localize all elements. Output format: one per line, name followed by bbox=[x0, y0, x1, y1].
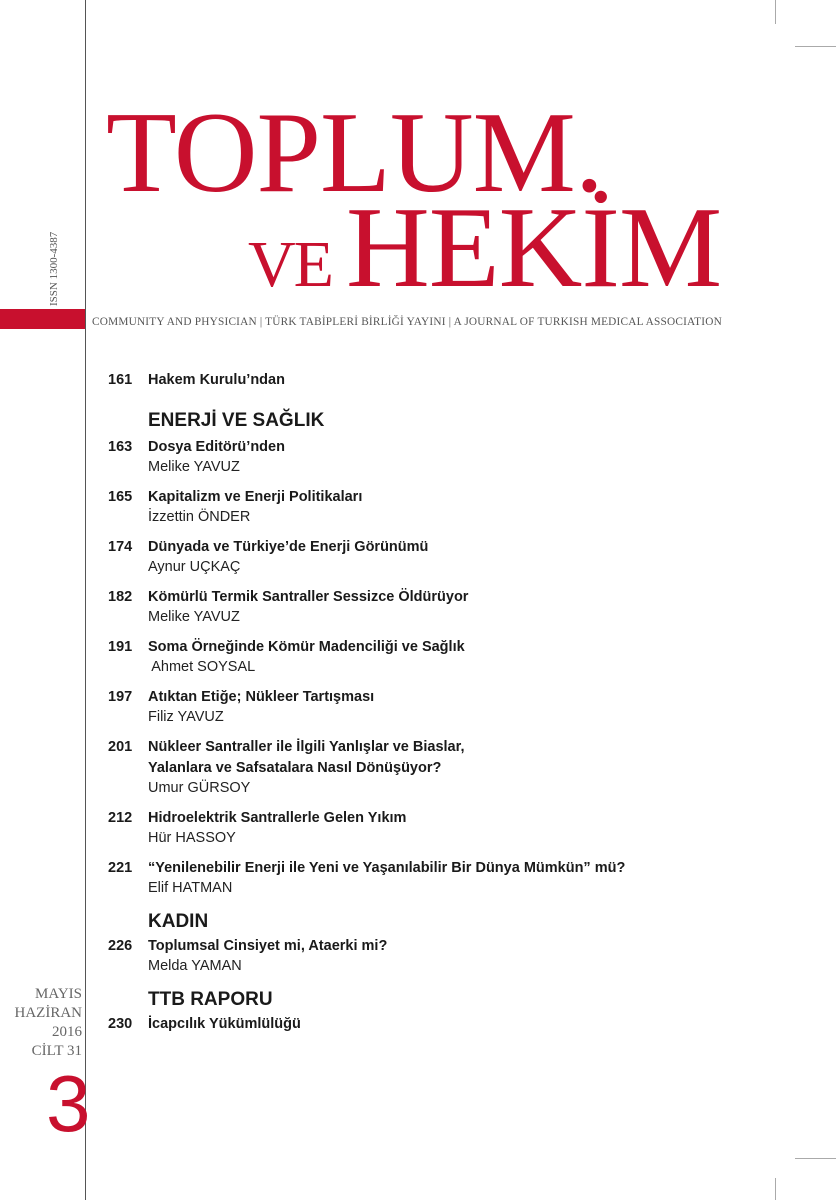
toc-title: Hakem Kurulu’ndan bbox=[148, 372, 285, 388]
toc-author: Elif HATMAN bbox=[148, 880, 233, 896]
toc-entry bbox=[108, 637, 708, 677]
issue-number: 3 bbox=[46, 1059, 91, 1148]
toc-author: İzzettin ÖNDER bbox=[148, 509, 251, 525]
red-accent-bar bbox=[0, 309, 85, 329]
toc-author: Hür HASSOY bbox=[148, 830, 236, 846]
margin-line bbox=[85, 0, 86, 1200]
toc-author: Filiz YAVUZ bbox=[148, 709, 224, 725]
masthead-subtitle: COMMUNITY AND PHYSICIAN | TÜRK TABİPLERİ BİRLİĞİ YAYINI | A JOURNAL OF TURKISH MEDICAL ASSOCIATION bbox=[92, 316, 722, 328]
toc-entry bbox=[108, 936, 708, 976]
issue-month1: MAYIS bbox=[35, 986, 82, 1002]
section-heading-women: KADIN bbox=[148, 911, 209, 932]
toc-title: İcapcılık Yükümlülüğü bbox=[148, 1016, 301, 1032]
toc-entry bbox=[108, 587, 708, 627]
toc-entry bbox=[108, 737, 708, 798]
issue-year: 2016 bbox=[52, 1024, 82, 1040]
toc-page: 226 bbox=[108, 938, 133, 954]
toc-page: 174 bbox=[108, 539, 133, 555]
toc-author: Melike YAVUZ bbox=[148, 459, 240, 475]
toc-title: “Yenilenebilir Enerji ile Yeni ve Yaşanılabilir Bir Dünya Mümkün” mü? bbox=[148, 860, 626, 876]
toc-title: Kömürlü Termik Santraller Sessizce Öldürüyor bbox=[148, 589, 469, 605]
toc-page: 163 bbox=[108, 439, 133, 455]
toc-title: Soma Örneğinde Kömür Madenciliği ve Sağlık bbox=[148, 639, 465, 655]
crop-mark-bottom bbox=[775, 1178, 776, 1200]
toc-entry bbox=[108, 858, 708, 898]
toc-page: 191 bbox=[108, 639, 133, 655]
toc-page: 161 bbox=[108, 372, 133, 388]
toc-title: Toplumsal Cinsiyet mi, Ataerki mi? bbox=[148, 938, 388, 954]
toc-entry bbox=[108, 687, 708, 727]
section-heading-energy: ENERJİ VE SAĞLIK bbox=[148, 410, 325, 431]
masthead-title-hekim: HEKİM bbox=[346, 184, 722, 312]
toc-title: Hidroelektrik Santrallerle Gelen Yıkım bbox=[148, 810, 407, 826]
toc-title: Atıktan Etiğe; Nükleer Tartışması bbox=[148, 689, 375, 705]
crop-mark-bottom-right bbox=[795, 1158, 836, 1159]
section-heading-report: TTB RAPORU bbox=[148, 989, 273, 1010]
toc-title: Dosya Editörü’nden bbox=[148, 439, 285, 455]
toc-entry bbox=[108, 487, 708, 527]
toc-entry bbox=[108, 437, 708, 477]
crop-mark-top bbox=[775, 0, 776, 24]
masthead-title-ve: VE bbox=[248, 228, 332, 301]
toc-entry bbox=[108, 537, 708, 577]
toc-entry bbox=[108, 1014, 708, 1035]
issue-month2: HAZİRAN bbox=[14, 1005, 82, 1021]
toc-page: 201 bbox=[108, 739, 133, 755]
toc-author: Melda YAMAN bbox=[148, 958, 242, 974]
toc-page: 221 bbox=[108, 860, 133, 876]
toc-page: 230 bbox=[108, 1016, 133, 1032]
toc-page: 165 bbox=[108, 489, 133, 505]
toc-entry bbox=[108, 370, 708, 391]
crop-mark-top-right bbox=[795, 46, 836, 47]
issue-volume: CİLT 31 bbox=[31, 1043, 82, 1059]
toc-author: Melike YAVUZ bbox=[148, 609, 240, 625]
issn-label: ISSN 1300-4387 bbox=[48, 231, 60, 306]
toc-entry bbox=[108, 808, 708, 848]
toc-author: Aynur UÇKAÇ bbox=[148, 559, 241, 575]
toc-page: 212 bbox=[108, 810, 133, 826]
toc-author: Ahmet SOYSAL bbox=[148, 659, 256, 675]
toc-title-line2: Yalanlara ve Safsatalara Nasıl Dönüşüyor? bbox=[148, 760, 442, 776]
masthead-title-toplum: TOPLUM. bbox=[106, 89, 603, 217]
table-of-contents bbox=[108, 370, 708, 1035]
issue-info bbox=[0, 985, 82, 1061]
toc-author: Umur GÜRSOY bbox=[148, 780, 251, 796]
toc-title: Nükleer Santraller ile İlgili Yanlışlar ve Biaslar, bbox=[148, 739, 465, 755]
toc-page: 197 bbox=[108, 689, 133, 705]
toc-page: 182 bbox=[108, 589, 133, 605]
toc-title: Kapitalizm ve Enerji Politikaları bbox=[148, 489, 363, 505]
toc-title: Dünyada ve Türkiye’de Enerji Görünümü bbox=[148, 539, 429, 555]
